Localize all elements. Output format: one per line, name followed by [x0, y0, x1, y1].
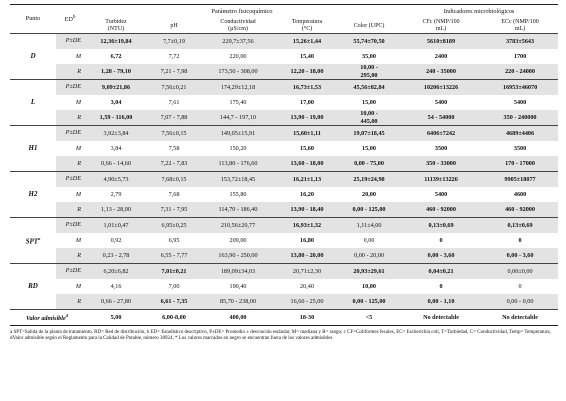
value-cell: 15,40 — [300, 52, 314, 60]
statistic-label: P±DE — [56, 80, 84, 96]
value-cell: 4689±4406 — [482, 126, 558, 142]
value-cell: 20,71±2,30 — [276, 264, 338, 280]
point-name: SPT$^a$ — [10, 218, 56, 264]
statistic-label: P±DE — [56, 126, 84, 142]
statistic-label: P±DE — [56, 218, 84, 234]
table-row — [10, 218, 558, 234]
value-cell: 173,50 - 308,00 — [200, 64, 276, 80]
value-cell: 0,13±0,69 — [400, 218, 482, 234]
value-cell: 7,61 — [168, 98, 180, 106]
point-name: L — [10, 80, 56, 126]
value-cell: 35,00 — [362, 52, 376, 60]
value-cell: 6,61 - 7,35 — [148, 294, 200, 310]
value-cell: 350 - 240000 — [482, 110, 558, 126]
value-cell: 15,00 — [362, 98, 376, 106]
value-cell: 3,04 — [110, 98, 122, 106]
table-row — [10, 202, 558, 218]
value-cell: 15,60 — [300, 144, 314, 152]
value-cell: 144,7 - 197,10 — [200, 110, 276, 126]
value-cell: 3,84 — [110, 144, 122, 152]
value-cell: 150,20 — [229, 144, 247, 152]
value-cell: 16,21±1,13 — [276, 172, 338, 188]
statistic-label: R — [56, 248, 84, 264]
value-cell: 2400 — [434, 52, 448, 60]
point-name: D — [10, 34, 56, 80]
value-cell: 6,72 — [110, 52, 122, 60]
value-cell: 0,00 - 0,00 — [482, 294, 558, 310]
value-cell: 6,95±0,25 — [148, 218, 200, 234]
value-cell: 1700 — [513, 52, 527, 60]
value-cell: 7,72 — [168, 52, 180, 60]
value-cell: 155,80 — [229, 190, 247, 198]
statistic-label: R — [56, 294, 84, 310]
value-cell: 0,13±0,69 — [482, 218, 558, 234]
value-cell: 229,7±37,56 — [200, 34, 276, 50]
value-cell: 113,80 - 176,60 — [200, 156, 276, 172]
value-cell: 4,16 — [110, 282, 122, 290]
value-cell: 10,00 - 445,00 — [338, 110, 400, 126]
table-row — [10, 49, 558, 64]
value-cell: 19,07±18,45 — [338, 126, 400, 142]
value-cell: 9905±18077 — [482, 172, 558, 188]
header-punto: Punto — [10, 5, 56, 34]
value-cell: 4600 — [513, 190, 527, 198]
value-cell: 1,13 - 28,00 — [84, 202, 148, 218]
value-cell: 7,7±0,19 — [148, 34, 200, 50]
value-cell: 7,56±0,15 — [148, 126, 200, 142]
value-cell: 7,00 — [168, 282, 180, 290]
value-cell: 3500 — [434, 144, 448, 152]
admissible-value: <5 — [365, 313, 373, 321]
point-name: H2 — [10, 172, 56, 218]
value-cell: 240 - 35000 — [400, 64, 482, 80]
table-row — [10, 80, 558, 96]
value-cell: 16,73±1,53 — [276, 80, 338, 96]
value-cell: 3783±5643 — [482, 34, 558, 50]
value-cell: 1,01±0,47 — [84, 218, 148, 234]
value-cell: 0 — [439, 236, 443, 244]
table-row — [10, 141, 558, 156]
statistic-label: P±DE — [56, 264, 84, 280]
value-cell: 5610±8189 — [400, 34, 482, 50]
header-group-physicochemical: Parámetro fisicoquímico — [211, 8, 273, 16]
value-cell: 0,00 - 75,00 — [338, 156, 400, 172]
table-row — [10, 64, 558, 80]
value-cell: 0,66 - 14,60 — [84, 156, 148, 172]
value-cell: 6406±7242 — [400, 126, 482, 142]
value-cell: 0 — [439, 282, 443, 290]
value-cell: 20,40 — [300, 282, 314, 290]
value-cell: 7,21 - 7,98 — [148, 64, 200, 80]
column-header: Color (UPC) — [338, 19, 400, 34]
column-header: Turbidez (NTU) — [84, 19, 148, 34]
value-cell: 174,29±12,18 — [200, 80, 276, 96]
value-cell: 12,36±19,84 — [84, 34, 148, 50]
value-cell: 1,11±4,00 — [338, 218, 400, 234]
point-name: RD — [10, 264, 56, 310]
value-cell: 460 - 92000 — [400, 202, 482, 218]
value-cell: 175,40 — [229, 98, 247, 106]
value-cell: 10206±13226 — [400, 80, 482, 96]
table-row — [10, 233, 558, 248]
value-cell: 209,00 — [229, 236, 247, 244]
admissible-value: 18-30 — [299, 313, 315, 321]
value-cell: 0,23 - 2,78 — [84, 248, 148, 264]
table-row — [10, 248, 558, 264]
value-cell: 0,00 - 125,00 — [338, 202, 400, 218]
table-row — [10, 110, 558, 126]
value-cell: 6,95 — [168, 236, 180, 244]
value-cell: 1,59 - 116,00 — [84, 110, 148, 126]
value-cell: 7,01±0,21 — [148, 264, 200, 280]
value-cell: 6,55 - 7,77 — [148, 248, 200, 264]
admissible-label: Valor admisible$^d$ — [26, 313, 68, 323]
value-cell: 220,00 — [229, 52, 247, 60]
value-cell: 210,56±20,77 — [200, 218, 276, 234]
statistic-label: P±DE — [56, 34, 84, 50]
admissible-value: No detectable — [423, 313, 459, 321]
value-cell: 7,31 - 7,95 — [148, 202, 200, 218]
table-row — [10, 187, 558, 202]
statistic-label: M — [75, 52, 81, 60]
value-cell: 13,60 - 18,00 — [276, 156, 338, 172]
table-container — [10, 4, 558, 342]
value-cell: 15,26±1,44 — [276, 34, 338, 50]
admissible-value: No detectable — [502, 313, 538, 321]
column-header: Temperatura (°C) — [276, 19, 338, 34]
value-cell: 3,92±3,84 — [84, 126, 148, 142]
value-cell: 0,00 - 20,00 — [338, 248, 400, 264]
statistic-label: R — [56, 110, 84, 126]
statistic-label: M — [75, 282, 81, 290]
table-footnote: a SPT=Salida de la planta de tratamiento, RD= Red de distribución, b ED= Estadístico descriptivo, P±DE= Promedio ± desviación estándar, M= mediana y R= rango; c CF=Coliformes fecales, EC= Escherichia coli, T=Turbiedad, C= Conductividad, Temp= Temperatura, dValor admisible según el Reglamento para la Calidad de Potable, número 38924, * Los valores marcados en negro se encuentran fuera de los valores admisibles — [10, 330, 551, 342]
statistic-label: R — [56, 202, 84, 218]
value-cell: 54 - 54000 — [400, 110, 482, 126]
value-cell: 13,90 - 18,40 — [276, 202, 338, 218]
admissible-value: 5,00 — [110, 313, 122, 321]
value-cell: 220 - 24000 — [482, 64, 558, 80]
value-cell: 10,00 — [362, 282, 376, 290]
value-cell: 5400 — [434, 98, 448, 106]
column-header: ECc (NMP/100 mL) — [482, 19, 558, 34]
value-cell: 460 - 92000 — [482, 202, 558, 218]
value-cell: 85,70 - 238,00 — [200, 294, 276, 310]
value-cell: 0,00 - 125,00 — [338, 294, 400, 310]
value-cell: 17,00 — [300, 98, 314, 106]
value-cell: 190,40 — [229, 282, 247, 290]
value-cell: 7,07 - 7,88 — [148, 110, 200, 126]
value-cell: 0,04±0,21 — [400, 264, 482, 280]
value-cell: 7,56±0,21 — [148, 80, 200, 96]
admissible-row — [10, 310, 558, 326]
statistic-label: P±DE — [56, 172, 84, 188]
column-header: CFc (NMP/100 mL) — [400, 19, 482, 34]
value-cell: 170 - 17000 — [482, 156, 558, 172]
statistic-label: M — [75, 236, 81, 244]
value-cell: 10,00 - 295,00 — [338, 64, 400, 80]
statistic-label: M — [75, 144, 81, 152]
value-cell: 149,05±15,91 — [200, 126, 276, 142]
value-cell: 114,70 - 186,40 — [200, 202, 276, 218]
table-body — [10, 34, 558, 326]
table-row — [10, 156, 558, 172]
value-cell: 15,00 — [362, 144, 376, 152]
admissible-value: 6,00-8,00 — [162, 313, 186, 321]
column-header: Conductividad (µS/cm) — [200, 19, 276, 34]
value-cell: 7,22 - 7,83 — [148, 156, 200, 172]
statistic-label: R — [56, 64, 84, 80]
value-cell: 6,20±6,82 — [84, 264, 148, 280]
table-row — [10, 95, 558, 110]
value-cell: 16,93±1,32 — [276, 218, 338, 234]
value-cell: 5400 — [434, 190, 448, 198]
value-cell: 0,00±0,00 — [482, 264, 558, 280]
header-ed: $ED^b$ — [56, 5, 84, 34]
statistic-label: R — [56, 156, 84, 172]
value-cell: 11139±13226 — [400, 172, 482, 188]
header-group-microbiological: Indicadores microbiológicos — [443, 8, 515, 16]
value-cell: 5400 — [513, 98, 527, 106]
value-cell: 350 - 33000 — [400, 156, 482, 172]
value-cell: 189,09±34,03 — [200, 264, 276, 280]
statistic-label: M — [75, 190, 81, 198]
table-row — [10, 34, 558, 50]
value-cell: 163,90 - 250,00 — [200, 248, 276, 264]
table-row — [10, 126, 558, 142]
value-cell: 0 — [518, 236, 522, 244]
value-cell: 16,20 — [300, 190, 314, 198]
table-row — [10, 264, 558, 280]
table-row — [10, 172, 558, 188]
column-header: pH — [148, 19, 200, 34]
table-row — [10, 279, 558, 294]
value-cell: 13,80 - 20,00 — [276, 248, 338, 264]
value-cell: 0,00 - 3,60 — [482, 248, 558, 264]
value-cell: 13,90 - 19,00 — [276, 110, 338, 126]
value-cell: 0,00 - 3,60 — [400, 248, 482, 264]
value-cell: 25,19±24,98 — [338, 172, 400, 188]
value-cell: 2,79 — [110, 190, 122, 198]
value-cell: 1,28 - 79,10 — [84, 64, 148, 80]
value-cell: 55,74±70,50 — [338, 34, 400, 50]
value-cell: 20,00 — [362, 190, 376, 198]
value-cell: 3500 — [513, 144, 527, 152]
value-cell: 7,68 — [168, 190, 180, 198]
data-table — [10, 4, 558, 326]
admissible-value: 400,00 — [229, 313, 247, 321]
table-header — [10, 5, 558, 34]
value-cell: 7,68±0,15 — [148, 172, 200, 188]
value-cell: 20,93±29,61 — [338, 264, 400, 280]
value-cell: 0,00 - 1,10 — [400, 294, 482, 310]
value-cell: 7,58 — [168, 144, 180, 152]
value-cell: 16953±46070 — [482, 80, 558, 96]
value-cell: 12,20 - 18,00 — [276, 64, 338, 80]
statistic-label: M — [75, 98, 81, 106]
value-cell: 153,72±18,45 — [200, 172, 276, 188]
value-cell: 45,56±82,84 — [338, 80, 400, 96]
table-row — [10, 294, 558, 310]
value-cell: 4,90±5,73 — [84, 172, 148, 188]
value-cell: 0,66 - 27,80 — [84, 294, 148, 310]
value-cell: 16,60 - 25,00 — [276, 294, 338, 310]
value-cell: 0 — [518, 282, 522, 290]
value-cell: 15,60±1,11 — [276, 126, 338, 142]
value-cell: 16,80 — [300, 236, 314, 244]
value-cell: 9,09±21,86 — [84, 80, 148, 96]
value-cell: 0,92 — [110, 236, 122, 244]
point-name: H1 — [10, 126, 56, 172]
value-cell: 0,00 — [363, 236, 375, 244]
